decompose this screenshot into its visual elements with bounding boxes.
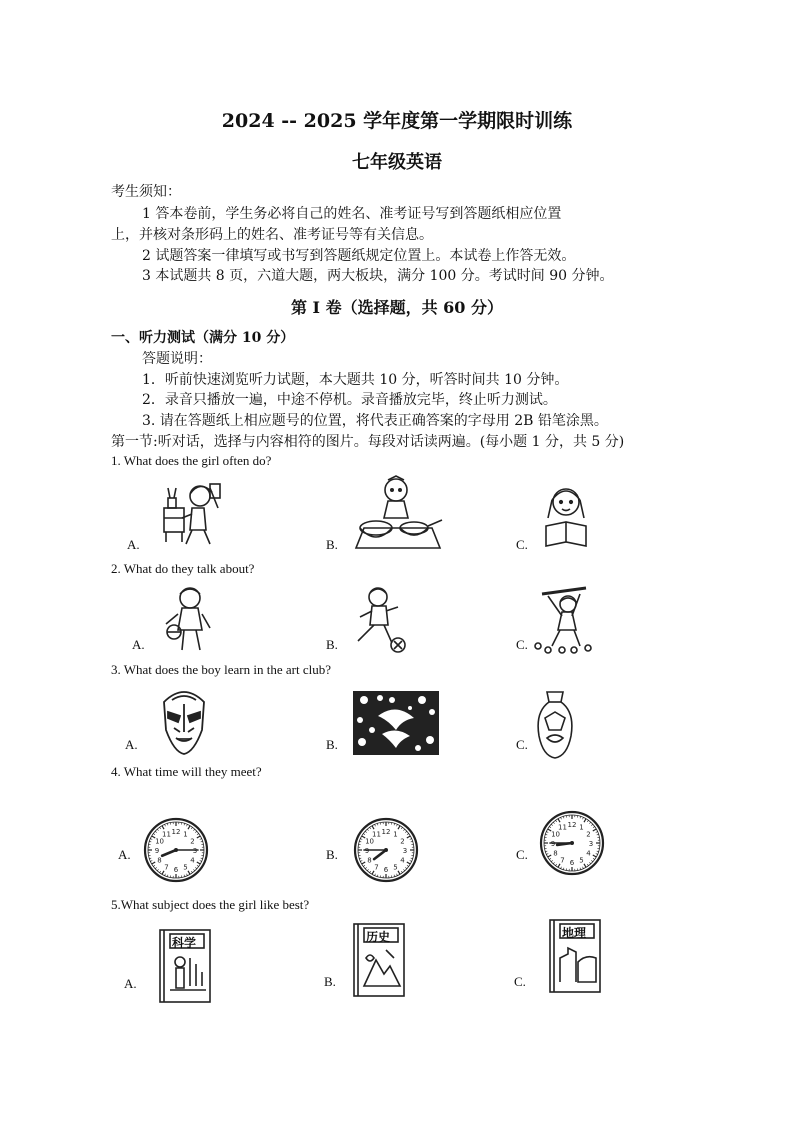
question-4: 4. What time will they meet? xyxy=(111,764,262,779)
svg-text:6: 6 xyxy=(383,866,389,874)
notice-line-3: 3 本试题共 8 页，六道大题，两大板块，满分 100 分。考试时间 90 分钟。 xyxy=(142,268,614,284)
instruction-2: 2．录音只播放一遍，中途不停机。录音播放完毕，终止听力测试。 xyxy=(142,392,557,408)
option-label-b: B. xyxy=(326,537,338,552)
svg-text:8: 8 xyxy=(157,856,162,865)
volume-title: 第 I 卷（选择题，共 60 分） xyxy=(290,298,504,317)
book-title: 地理 xyxy=(562,926,587,940)
svg-text:1: 1 xyxy=(579,823,584,832)
instruction-3: 3. 请在答题纸上相应题号的位置，将代表正确答案的字母用 2B 铅笔涂黑。 xyxy=(142,413,608,429)
svg-text:3: 3 xyxy=(402,847,408,855)
svg-text:5: 5 xyxy=(579,856,584,865)
svg-text:3: 3 xyxy=(192,847,198,855)
svg-text:10: 10 xyxy=(155,837,165,846)
opera-mask-icon xyxy=(160,686,208,756)
svg-text:1: 1 xyxy=(393,830,398,839)
svg-text:7: 7 xyxy=(374,863,379,872)
option-label-c: C. xyxy=(516,637,528,652)
svg-text:6: 6 xyxy=(569,859,575,867)
girl-cooking-icon xyxy=(352,474,444,552)
svg-text:5: 5 xyxy=(183,863,188,872)
svg-text:10: 10 xyxy=(551,830,561,839)
page-subtitle: 七年级英语 xyxy=(352,152,442,173)
option-label-a: A. xyxy=(124,976,137,991)
svg-text:9: 9 xyxy=(550,840,556,848)
option-label-a: A. xyxy=(127,537,140,552)
notice-line-2: 2 试题答案一律填写或书写到答题纸规定位置上。本试卷上作答无效。 xyxy=(142,248,576,264)
option-label-b: B. xyxy=(324,974,336,989)
baseball-player-icon xyxy=(532,584,596,656)
instruction-1: 1．听前快速浏览听力试题，本大题共 10 分，听答时间共 10 分钟。 xyxy=(142,372,569,388)
notice-heading: 考生须知： xyxy=(111,184,181,200)
option-label-b: B. xyxy=(326,637,338,652)
question-5: 5.What subject does the girl like best? xyxy=(111,897,310,912)
svg-text:11: 11 xyxy=(162,830,171,839)
svg-text:4: 4 xyxy=(400,856,405,865)
notice-line-1b: 上，并核对条形码上的姓名、准考证号等有关信息。 xyxy=(111,227,433,243)
instructions-heading: 答题说明： xyxy=(142,351,212,367)
option-label-c: C. xyxy=(514,974,526,989)
svg-text:12: 12 xyxy=(171,828,181,836)
girl-reading-icon xyxy=(540,482,592,552)
option-label-b: B. xyxy=(326,737,338,752)
option-label-a: A. xyxy=(125,737,138,752)
section-heading: 一、听力测试（满分 10 分） xyxy=(111,330,295,346)
option-label-c: C. xyxy=(516,737,528,752)
paper-cutting-icon xyxy=(352,690,440,756)
svg-text:8: 8 xyxy=(553,849,558,858)
question-2: 2. What do they talk about? xyxy=(111,561,255,576)
basketball-player-icon xyxy=(160,584,216,654)
svg-text:12: 12 xyxy=(381,828,391,836)
notice-line-1a: 1 答本卷前，学生务必将自己的姓名、准考证号写到答题纸相应位置 xyxy=(142,206,562,222)
svg-text:1: 1 xyxy=(183,830,188,839)
svg-text:2: 2 xyxy=(190,837,195,846)
clock-icon xyxy=(352,816,420,884)
svg-text:4: 4 xyxy=(586,849,591,858)
svg-text:3: 3 xyxy=(588,840,594,848)
clock-icon xyxy=(142,816,210,884)
soccer-player-icon xyxy=(352,585,410,655)
porcelain-vase-icon xyxy=(535,688,575,762)
option-label-c: C. xyxy=(516,847,528,862)
svg-text:11: 11 xyxy=(558,823,567,832)
svg-text:12: 12 xyxy=(567,821,577,829)
question-1: 1. What does the girl often do? xyxy=(111,453,272,468)
girl-drawing-icon xyxy=(160,478,226,550)
svg-text:9: 9 xyxy=(364,847,370,855)
svg-text:4: 4 xyxy=(190,856,195,865)
svg-text:2: 2 xyxy=(400,837,405,846)
page-title: 2024 -- 2025 学年度第一学期限时训练 xyxy=(221,110,573,132)
option-label-b: B. xyxy=(326,847,338,862)
svg-text:2: 2 xyxy=(586,830,591,839)
svg-text:10: 10 xyxy=(365,837,375,846)
svg-text:5: 5 xyxy=(393,863,398,872)
book-title: 科学 xyxy=(172,936,197,950)
book-title: 历史 xyxy=(366,930,391,944)
svg-text:7: 7 xyxy=(164,863,169,872)
part-1-heading: 第一节:听对话，选择与内容相符的图片。每段对话读两遍。(每小题 1 分，共 5 分) xyxy=(111,434,625,450)
svg-text:8: 8 xyxy=(367,856,372,865)
question-3: 3. What does the boy learn in the art club? xyxy=(111,662,331,677)
option-label-c: C. xyxy=(516,537,528,552)
svg-text:11: 11 xyxy=(372,830,381,839)
svg-text:7: 7 xyxy=(560,856,565,865)
svg-text:9: 9 xyxy=(154,847,160,855)
clock-icon xyxy=(538,809,606,877)
option-label-a: A. xyxy=(132,637,145,652)
svg-text:6: 6 xyxy=(173,866,179,874)
option-label-a: A. xyxy=(118,847,131,862)
